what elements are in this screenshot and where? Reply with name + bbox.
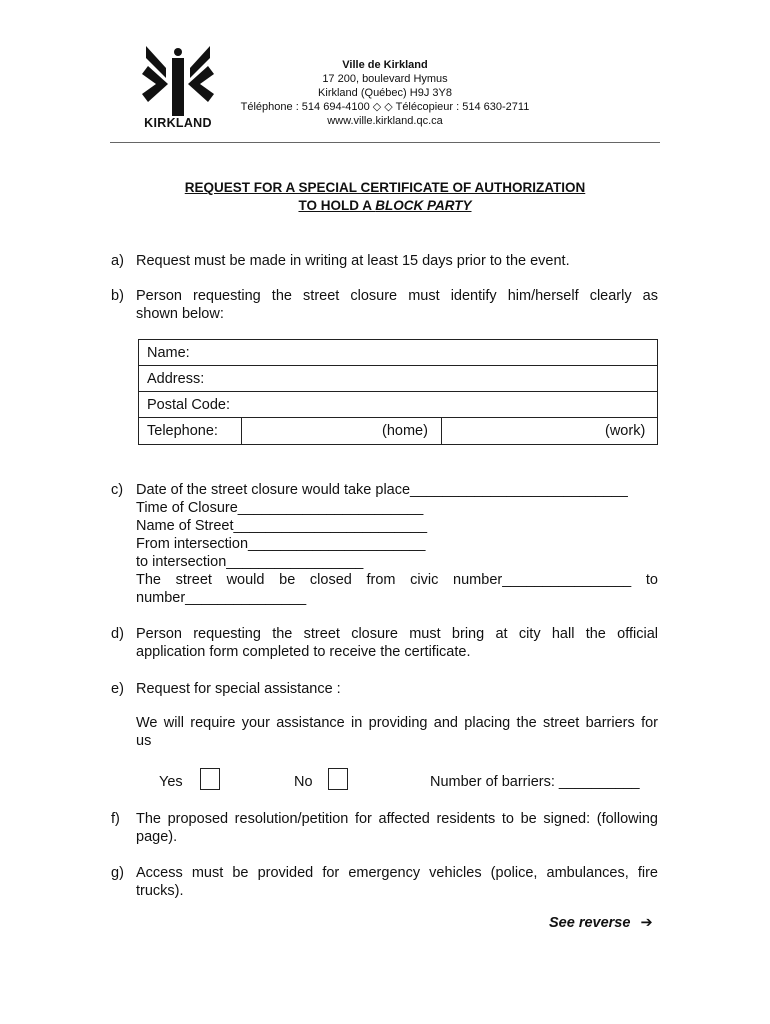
item-a-text: Request must be made in writing at least 15 days prior to the event. <box>136 253 570 269</box>
closure-time-field[interactable]: Time of Closure_______________________ <box>136 500 424 516</box>
street-name-field[interactable]: Name of Street________________________ <box>136 518 428 534</box>
yes-checkbox[interactable] <box>200 768 220 790</box>
item-d-label: d) <box>111 626 124 642</box>
see-reverse-note[interactable]: See reverse ➔ <box>549 915 653 931</box>
address-label: Address: <box>147 371 205 387</box>
identification-table <box>138 339 658 445</box>
phone-fax-line: Téléphone : 514 694-4100 ◇ ◇ Télécopieur : 514 630-2711 <box>240 101 530 113</box>
item-e-line-2: us <box>136 733 152 749</box>
item-d-line-1: Person requesting the street closure must bring at city hall the official <box>136 626 658 642</box>
number-of-barriers-field[interactable]: Number of barriers: __________ <box>430 774 640 790</box>
work-phone-label[interactable]: (work) <box>605 423 646 439</box>
closure-date-field[interactable]: Date of the street closure would take place___________________________ <box>136 482 628 498</box>
telephone-label: Telephone: <box>147 423 218 439</box>
item-e-label: e) <box>111 681 124 697</box>
logo-wordmark: KIRKLAND <box>144 116 212 130</box>
form-title-line-2: TO HOLD A BLOCK PARTY <box>298 198 472 213</box>
arrow-right-icon: ➔ <box>640 915 653 931</box>
postal-code-row[interactable] <box>139 392 657 418</box>
address-line-2: Kirkland (Québec) H9J 3Y8 <box>318 87 452 99</box>
address-row[interactable] <box>139 366 657 392</box>
item-f-line-1: The proposed resolution/petition for affected residents to be signed: (following <box>136 811 658 827</box>
name-row[interactable] <box>139 340 657 366</box>
from-intersection-field[interactable]: From intersection______________________ <box>136 536 426 552</box>
item-g-label: g) <box>111 865 124 881</box>
org-name: Ville de Kirkland <box>342 59 428 71</box>
home-phone-label[interactable]: (home) <box>382 423 428 439</box>
to-intersection-field[interactable]: to intersection_________________ <box>136 554 364 570</box>
address-line-1: 17 200, boulevard Hymus <box>322 73 448 85</box>
item-b-line-1: Person requesting the street closure must identify him/herself clearly as <box>136 288 658 304</box>
form-title-line-1: REQUEST FOR A SPECIAL CERTIFICATE OF AUTHORIZATION <box>184 180 586 195</box>
name-label: Name: <box>147 345 190 361</box>
postal-code-label: Postal Code: <box>147 397 231 413</box>
yes-label: Yes <box>159 774 183 790</box>
header-divider <box>110 142 660 143</box>
item-g-line-2: trucks). <box>136 883 184 899</box>
item-e-line-1: We will require your assistance in providing and placing the street barriers for <box>136 715 658 731</box>
item-f-line-2: page). <box>136 829 178 845</box>
end-number-field[interactable]: number_______________ <box>136 590 307 606</box>
item-c-label: c) <box>111 482 124 498</box>
item-e-text: Request for special assistance : <box>136 681 341 697</box>
no-checkbox[interactable] <box>328 768 348 790</box>
item-b-label: b) <box>111 288 124 304</box>
item-b-line-2: shown below: <box>136 306 224 322</box>
civic-number-field[interactable]: The street would be closed from civic number________________ to <box>136 572 658 588</box>
item-f-label: f) <box>111 811 120 827</box>
telephone-row <box>139 418 657 444</box>
item-g-line-1: Access must be provided for emergency vehicles (police, ambulances, fire <box>136 865 658 881</box>
item-a-label: a) <box>111 253 124 269</box>
no-label: No <box>294 774 313 790</box>
item-d-line-2: application form completed to receive the certificate. <box>136 644 471 660</box>
website-link[interactable]: www.ville.kirkland.qc.ca <box>327 115 443 127</box>
